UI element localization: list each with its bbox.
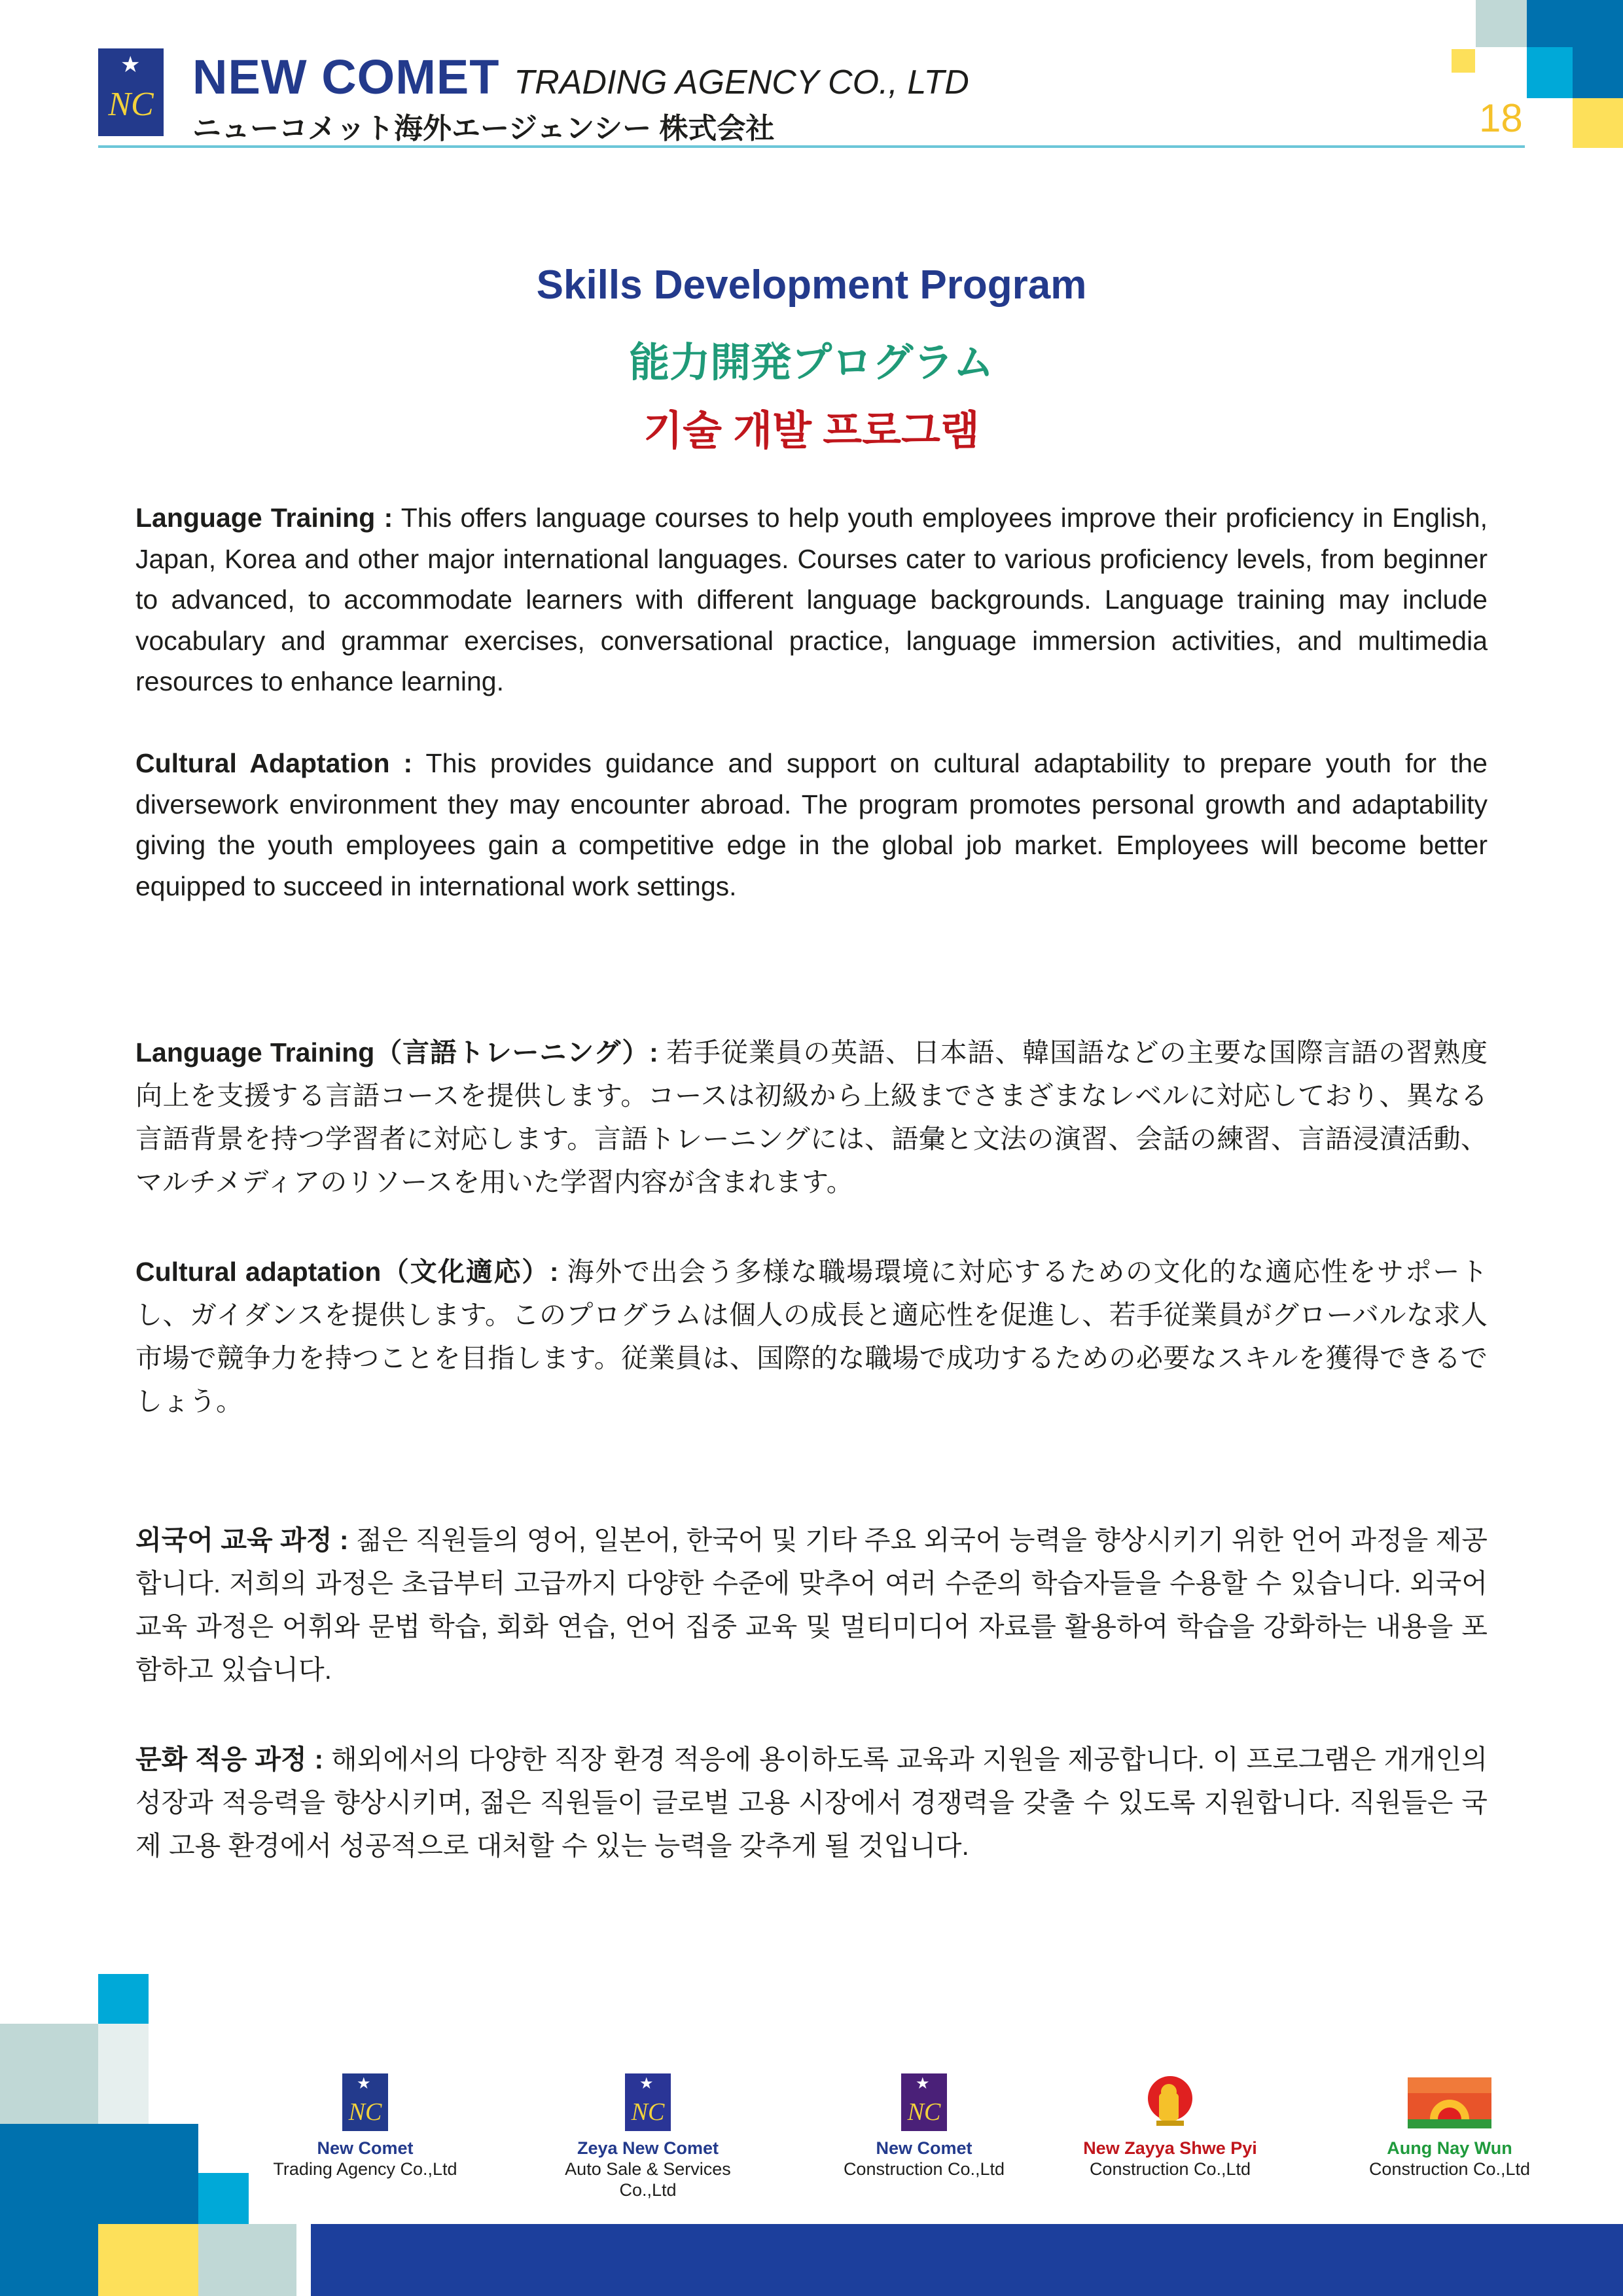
- star-icon: ★: [916, 2075, 930, 2092]
- section-heading: Cultural Adaptation :: [135, 748, 413, 778]
- logo-text: NC: [631, 2098, 665, 2126]
- section-text: This offers language courses to help youth employees improve their proficiency in English, Japan, Korea and other major international languages. Courses cater to various proficiency levels, from beginner to advanced, to accommodate learners with different language backgrounds. Language training may include vocabulary and grammar exercises, conversational practice, language immersion activities, and multimedia resources to enhance learning.: [135, 503, 1488, 696]
- company-desc: Auto Sale & Services Co.,Ltd: [565, 2159, 731, 2200]
- decor-square: [98, 2224, 198, 2296]
- company-name-jp: ニューコメット海外エージェンシー 株式会社: [192, 113, 775, 145]
- logo-text: NC: [108, 86, 154, 123]
- company-logo: [342, 2073, 388, 2131]
- company-logo: [625, 2073, 671, 2131]
- decor-square: [198, 2224, 296, 2296]
- section-cultural-en: [135, 743, 1488, 906]
- decor-square: [198, 2173, 249, 2224]
- star-icon: ★: [357, 2075, 371, 2092]
- section-text: 海外で出会う多様な職場環境に対応するための文化的な適応性をサポートし、ガイダンスを提供します。このプログラムは個人の成長と適応性を促進し、若手従業員がグローバルな求人市場で競争力を持つことを目指します。従業員は、国際的な職場で成功するための必要なスキルを獲得できるでしょう。: [135, 1257, 1488, 1416]
- header-divider: [98, 145, 1525, 148]
- company-brand: [192, 50, 969, 105]
- company-logo: [98, 48, 164, 136]
- footer-company: [1338, 2073, 1561, 2179]
- logo-text: NC: [348, 2098, 382, 2126]
- section-text: 해외에서의 다양한 직장 환경 적응에 용이하도록 교육과 지원을 제공합니다. 이 프로그램은 개개인의 성장과 적응력을 향상시키며, 젊은 직원들이 글로벌 고용 시장에서 경쟁력을 갖출 수 있도록 지원합니다. 직원들은 국제 고용 환경에서 성공적으로 대처할 수 있는 능력을 갖추게 될 것입니다.: [135, 1744, 1488, 1861]
- footer-company: [254, 2073, 476, 2179]
- decor-square: [98, 2024, 149, 2124]
- section-language-ko: [135, 1518, 1488, 1691]
- footer-company: [813, 2073, 1035, 2179]
- company-name: NEW COMET: [192, 50, 500, 104]
- company-name: Aung Nay Wun: [1387, 2138, 1512, 2158]
- decor-square: [0, 2024, 98, 2124]
- decor-square: [0, 2124, 198, 2224]
- company-name: Zeya New Comet: [577, 2138, 719, 2158]
- section-heading: Language Training（言語トレーニング）:: [135, 1037, 658, 1067]
- logo-text: NC: [907, 2098, 941, 2126]
- sunrise-icon: [1408, 2073, 1491, 2131]
- decor-square: [98, 1974, 149, 2024]
- section-text: This provides guidance and support on cultural adaptability to prepare youth for the diversework environment they may encounter abroad. The program promotes personal growth and adaptability giving the youth employees gain a competitive edge in the global job market. Employees will become better equipped to succeed in international work settings.: [135, 748, 1488, 901]
- section-language-jp: [135, 1031, 1488, 1204]
- decor-square: [1527, 47, 1573, 98]
- title-japanese: 能力開発プログラム: [629, 340, 994, 386]
- section-language-en: [135, 497, 1488, 702]
- company-desc: Trading Agency Co.,Ltd: [273, 2159, 457, 2179]
- company-type: TRADING AGENCY CO., LTD: [514, 63, 969, 101]
- company-logo: [901, 2073, 947, 2131]
- company-desc: Construction Co.,Ltd: [843, 2159, 1005, 2179]
- footer-company: [537, 2073, 759, 2200]
- decor-square: [1476, 0, 1527, 47]
- title-english: Skills Development Program: [536, 262, 1087, 308]
- footer-bar: [311, 2224, 1623, 2296]
- decor-square: [0, 2224, 98, 2296]
- section-heading: 외국어 교육 과정 :: [135, 1525, 349, 1555]
- star-icon: ★: [120, 52, 141, 77]
- section-text: 若手従業員の英語、日本語、韓国語などの主要な国際言語の習熟度向上を支援する言語コースを提供します。コースは初級から上級までさまざまなレベルに対応しており、異なる言語背景を持つ学習者に対応します。言語トレーニングには、語彙と文法の演習、会話の練習、言語浸漬活動、マルチメディアのリソースを用いた学習内容が含まれます。: [135, 1037, 1488, 1197]
- section-heading: 문화 적응 과정 :: [135, 1744, 324, 1774]
- footer-company: [1059, 2073, 1281, 2179]
- section-cultural-ko: [135, 1738, 1488, 1867]
- company-desc: Construction Co.,Ltd: [1089, 2159, 1251, 2179]
- company-name: New Zayya Shwe Pyi: [1083, 2138, 1257, 2158]
- section-cultural-jp: [135, 1250, 1488, 1423]
- decor-square: [1573, 98, 1623, 148]
- company-desc: Construction Co.,Ltd: [1368, 2159, 1531, 2179]
- section-text: 젊은 직원들의 영어, 일본어, 한국어 및 기타 주요 외국어 능력을 향상시키기 위한 언어 과정을 제공합니다. 저희의 과정은 초급부터 고급까지 다양한 수준에 맞추어 여러 수준의 학습자들을 수용할 수 있습니다. 외국어 교육 과정은 어휘와 문법 학습, 회화 연습, 언어 집중 교육 및 멀티미디어 자료를 활용하여 학습을 강화하는 내용을 포함하고 있습니다.: [135, 1525, 1488, 1685]
- company-name: New Comet: [317, 2138, 414, 2158]
- section-heading: Cultural adaptation（文化適応）:: [135, 1257, 559, 1287]
- page-number: 18: [1479, 96, 1523, 140]
- star-icon: ★: [639, 2075, 654, 2092]
- decor-square: [1452, 49, 1475, 73]
- section-heading: Language Training :: [135, 503, 393, 533]
- title-korean: 기술 개발 프로그램: [643, 408, 980, 454]
- company-name: New Comet: [876, 2138, 972, 2158]
- lion-icon: [1147, 2073, 1193, 2131]
